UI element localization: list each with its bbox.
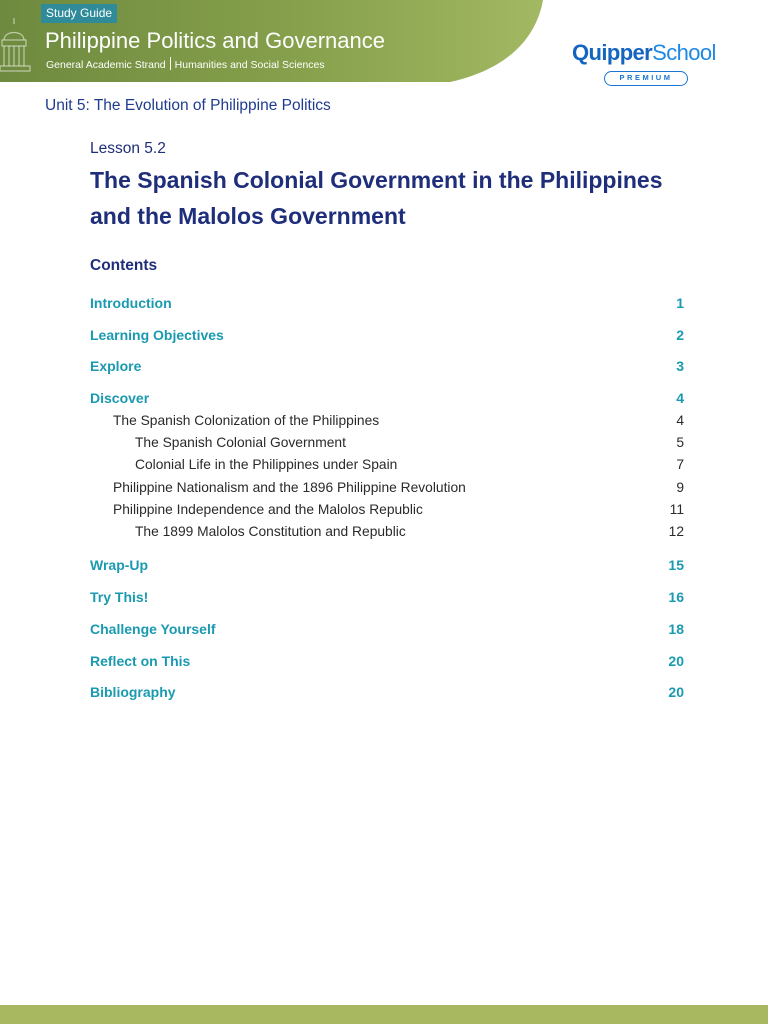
contents-heading: Contents — [90, 257, 158, 274]
toc-title[interactable]: The 1899 Malolos Constitution and Republic — [135, 524, 406, 539]
toc-title[interactable]: Philippine Independence and the Malolos Republic — [113, 502, 423, 517]
toc-page: 4 — [676, 390, 684, 406]
toc-item-challenge-yourself[interactable] — [0, 619, 684, 639]
toc-title[interactable]: Bibliography — [90, 684, 176, 700]
toc-item-discover[interactable] — [0, 388, 684, 408]
toc-title[interactable]: Explore — [90, 358, 142, 374]
toc-subitem[interactable] — [0, 433, 684, 453]
toc-title[interactable]: Introduction — [90, 295, 172, 311]
toc-item-learning-objectives[interactable] — [0, 325, 684, 345]
lesson-number: Lesson 5.2 — [90, 140, 166, 157]
toc-item-introduction[interactable] — [0, 293, 684, 313]
toc-page: 1 — [676, 295, 684, 311]
toc-page: 2 — [676, 327, 684, 343]
toc-page: 4 — [676, 413, 684, 428]
toc-item-try-this[interactable] — [0, 587, 684, 607]
toc-item-explore[interactable] — [0, 356, 684, 376]
toc-page: 15 — [668, 557, 684, 573]
toc-title[interactable]: Colonial Life in the Philippines under Spain — [135, 457, 398, 472]
track-label: Humanities and Social Sciences — [174, 59, 325, 71]
toc-title[interactable]: Philippine Nationalism and the 1896 Philippine Revolution — [113, 480, 466, 495]
toc-title[interactable]: Challenge Yourself — [90, 621, 216, 637]
toc-subitem[interactable] — [0, 522, 684, 542]
quipper-school-logo — [572, 40, 724, 88]
toc-item-reflect-on-this[interactable] — [0, 651, 684, 671]
toc-page: 16 — [668, 589, 684, 605]
toc-page: 3 — [676, 358, 684, 374]
lesson-title-line2: and the Malolos Government — [90, 203, 406, 229]
toc-page: 7 — [676, 457, 684, 472]
study-guide-badge: Study Guide — [41, 4, 117, 23]
toc-title[interactable]: Try This! — [90, 589, 149, 605]
toc-title[interactable]: The Spanish Colonial Government — [135, 435, 346, 450]
toc-title[interactable]: Reflect on This — [90, 653, 191, 669]
toc-page: 11 — [669, 502, 684, 517]
subtitle-divider — [170, 57, 171, 70]
toc-page: 9 — [676, 480, 684, 495]
strand-label: General Academic Strand — [46, 59, 166, 71]
premium-pill: PREMIUM — [604, 71, 688, 86]
toc-title[interactable]: Discover — [90, 390, 150, 406]
lesson-title-line1: The Spanish Colonial Government in the Philippines — [90, 167, 663, 193]
toc-subitem[interactable] — [0, 411, 684, 431]
toc-page: 20 — [668, 653, 684, 669]
toc-item-wrap-up[interactable] — [0, 555, 684, 575]
toc-subitem[interactable] — [0, 500, 684, 520]
toc-page: 12 — [668, 524, 684, 539]
toc-page: 20 — [668, 684, 684, 700]
course-title: Philippine Politics and Governance — [45, 28, 385, 53]
toc-title[interactable]: Learning Objectives — [90, 327, 224, 343]
logo-wordmark: QuipperSchool — [572, 40, 716, 65]
unit-heading: Unit 5: The Evolution of Philippine Politics — [45, 97, 331, 114]
toc-page: 18 — [668, 621, 684, 637]
toc-subitem[interactable] — [0, 455, 684, 475]
toc-item-bibliography[interactable] — [0, 682, 684, 702]
toc-page: 5 — [676, 435, 684, 450]
footer-bar — [0, 1005, 768, 1024]
toc-title[interactable]: Wrap-Up — [90, 557, 149, 573]
course-subtitle — [46, 57, 325, 72]
toc-title[interactable]: The Spanish Colonization of the Philippines — [113, 413, 380, 428]
capitol-building-icon — [0, 16, 36, 78]
lesson-title — [90, 162, 690, 234]
toc-subitem[interactable] — [0, 478, 684, 498]
